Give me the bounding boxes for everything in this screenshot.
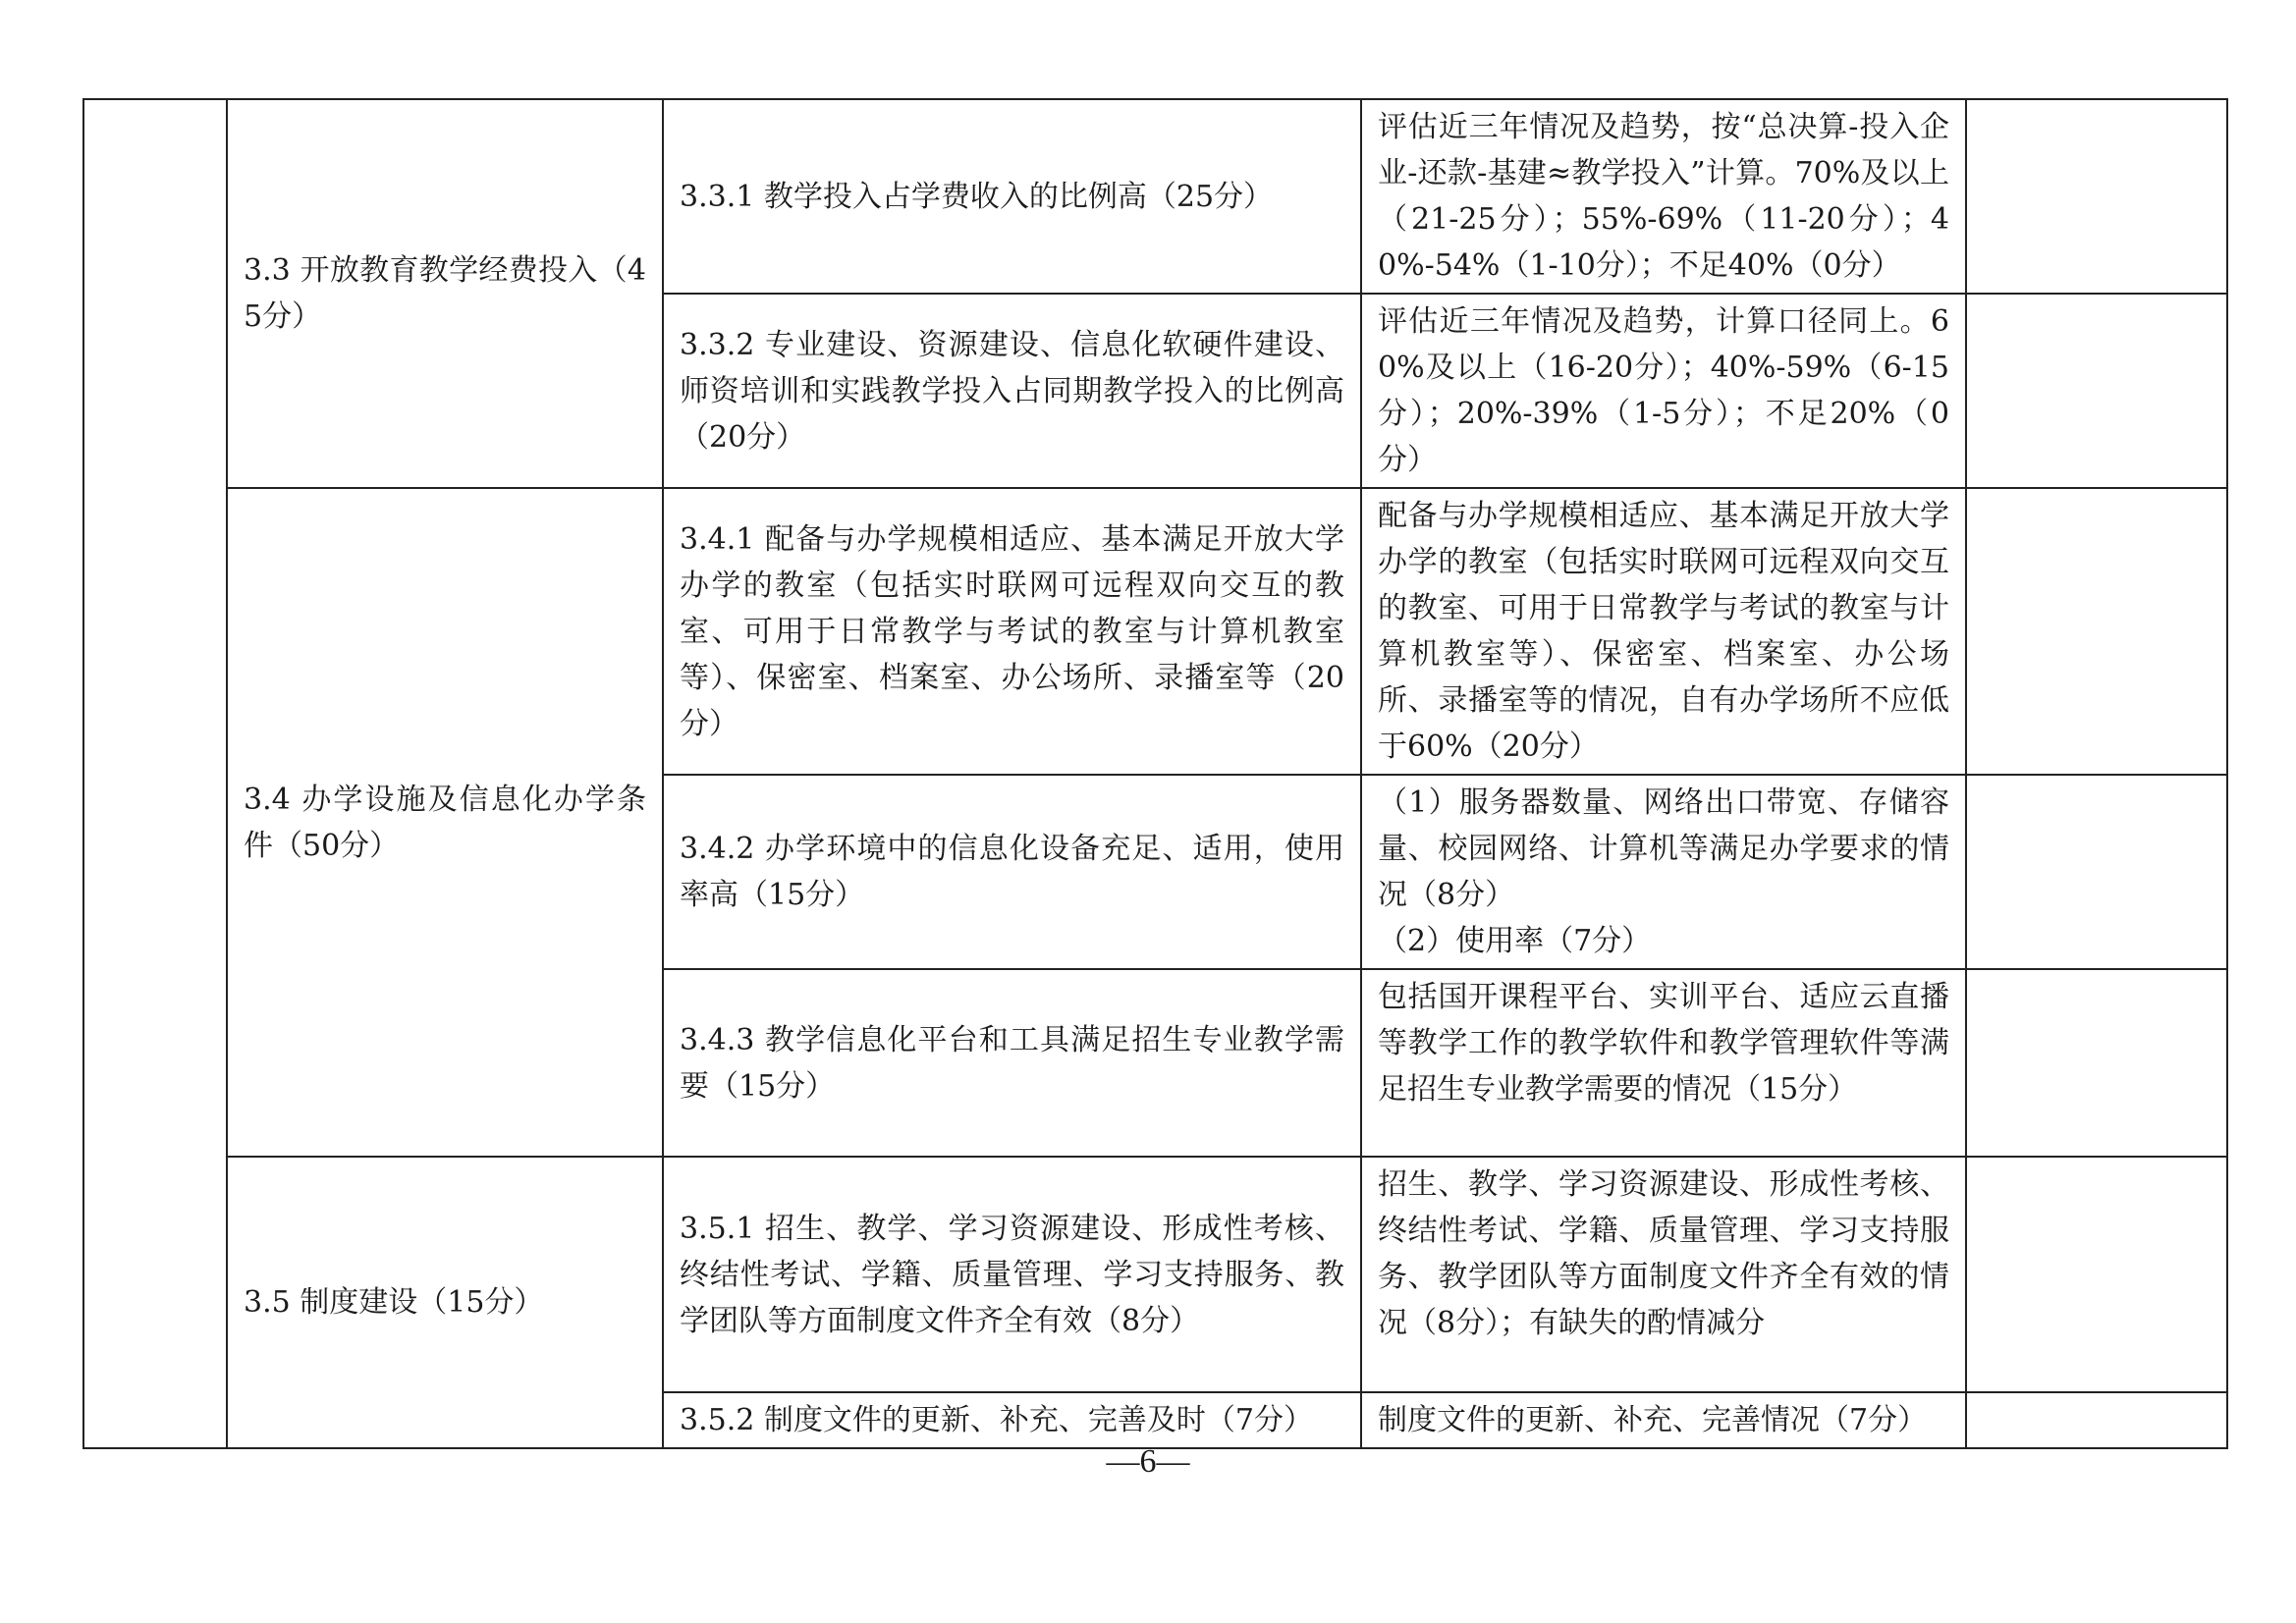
indicator-cell: 3.3.1 教学投入占学费收入的比例高（25分） xyxy=(663,99,1361,294)
evaluation-table xyxy=(82,98,2228,1449)
criteria-cell: 评估近三年情况及趋势，按“总决算-投入企业-还款-基建≈教学投入”计算。70%及以上（21-25分）；55%-69%（11-20分）；40%-54%（1-10分）；不足40%（0分） xyxy=(1361,99,1966,294)
indicator-cell: 3.5.2 制度文件的更新、补充、完善及时（7分） xyxy=(663,1392,1361,1448)
score-cell xyxy=(1966,294,2227,488)
score-cell xyxy=(1966,969,2227,1157)
indicator-cell: 3.4.3 教学信息化平台和工具满足招生专业教学需要（15分） xyxy=(663,969,1361,1157)
criteria-cell: 包括国开课程平台、实训平台、适应云直播等教学工作的教学软件和教学管理软件等满足招生专业教学需要的情况（15分） xyxy=(1361,969,1966,1157)
score-cell xyxy=(1966,1157,2227,1392)
score-cell xyxy=(1966,99,2227,294)
indicator-cell: 3.4.1 配备与办学规模相适应、基本满足开放大学办学的教室（包括实时联网可远程双向交互的教室、可用于日常教学与考试的教室与计算机教室等）、保密室、档案室、办公场所、录播室等（20分） xyxy=(663,488,1361,775)
score-cell xyxy=(1966,488,2227,775)
criteria-cell: 招生、教学、学习资源建设、形成性考核、终结性考试、学籍、质量管理、学习支持服务、教学团队等方面制度文件齐全有效的情况（8分）；有缺失的酌情减分 xyxy=(1361,1157,1966,1392)
section-title-cell: 3.3 开放教育教学经费投入（45分） xyxy=(227,99,663,488)
score-cell xyxy=(1966,775,2227,969)
criteria-cell xyxy=(1361,775,1966,969)
category-cell xyxy=(83,99,227,1448)
criteria-line: （1）服务器数量、网络出口带宽、存储容量、校园网络、计算机等满足办学要求的情况（8分） xyxy=(1378,785,1949,912)
section-title-cell: 3.5 制度建设（15分） xyxy=(227,1157,663,1448)
section-title-cell: 3.4 办学设施及信息化办学条件（50分） xyxy=(227,488,663,1157)
criteria-cell: 评估近三年情况及趋势，计算口径同上。60%及以上（16-20分）；40%-59%（6-15分）；20%-39%（1-5分）；不足20%（0分） xyxy=(1361,294,1966,488)
table-row xyxy=(83,488,2227,775)
criteria-cell: 制度文件的更新、补充、完善情况（7分） xyxy=(1361,1392,1966,1448)
indicator-cell: 3.4.2 办学环境中的信息化设备充足、适用，使用率高（15分） xyxy=(663,775,1361,969)
table-row xyxy=(83,99,2227,294)
indicator-cell: 3.5.1 招生、教学、学习资源建设、形成性考核、终结性考试、学籍、质量管理、学习支持服务、教学团队等方面制度文件齐全有效（8分） xyxy=(663,1157,1361,1392)
criteria-line: （2）使用率（7分） xyxy=(1378,924,1652,958)
table-row xyxy=(83,1157,2227,1392)
indicator-cell: 3.3.2 专业建设、资源建设、信息化软硬件建设、师资培训和实践教学投入占同期教学投入的比例高（20分） xyxy=(663,294,1361,488)
page-number: —6— xyxy=(1106,1443,1190,1480)
criteria-cell: 配备与办学规模相适应、基本满足开放大学办学的教室（包括实时联网可远程双向交互的教室、可用于日常教学与考试的教室与计算机教室等）、保密室、档案室、办公场所、录播室等的情况，自有办学场所不应低于60%（20分） xyxy=(1361,488,1966,775)
